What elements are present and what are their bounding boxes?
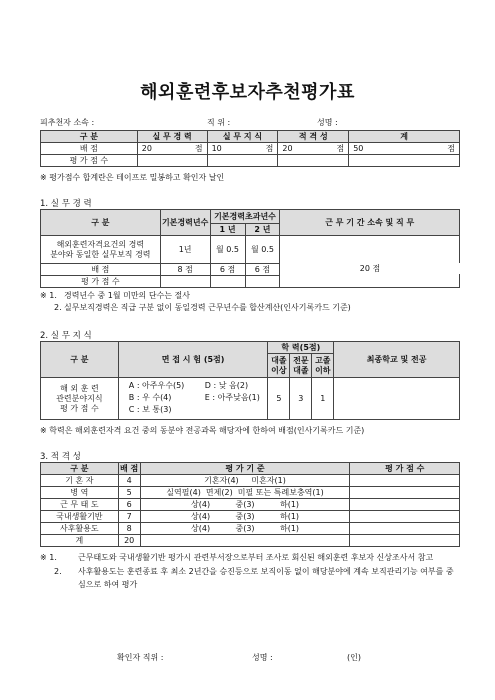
knowledge-table [40,341,460,420]
summary-header-experience: 실 무 경 력 [137,131,207,143]
suit-row-score[interactable] [350,499,460,511]
know-school-field[interactable] [334,378,460,420]
exp-header-category: 구 분 [41,210,161,236]
section1-title: 1. 실 무 경 력 [40,199,92,209]
suit-row-alloc: 8 [118,523,140,535]
suit-row-alloc: 6 [118,499,140,511]
know-edu-score-high: 1 [312,378,334,420]
suit-total-alloc: 20 [118,535,140,547]
summary-score-suitability[interactable] [278,155,349,167]
exp-alloc-over-2: 6 점 [245,264,280,276]
know-header-category: 구 분 [41,342,119,378]
suit-row-alloc: 5 [118,487,140,499]
know-header-edu-junior: 전문 대졸 [290,354,312,378]
exp-header-over: 기본경력초과년수 [210,210,280,224]
suit-total-label: 계 [41,535,119,547]
summary-score-knowledge[interactable] [207,155,278,167]
exp-row-over-2: 월 0.5 [245,236,280,264]
section3-note: ※ 1. 근무태도와 국내생활기반 평가시 관련부서장으로부터 조사로 회신된 해외훈련 후보자 신상조사서 참고 [40,553,434,562]
name-label: 성명 : [317,118,338,127]
summary-header-total: 계 [349,131,460,143]
summary-allocation-knowledge: 10 점 [207,143,278,155]
suitability-table [40,462,460,547]
exp-header-over-2: 2 년 [245,224,280,236]
experience-table [40,209,460,288]
grade-d: D : 낮 음(2) [204,380,249,390]
exp-row-label: 해외훈련자격요건의 경력 분야와 동일한 실무보직 경력 [41,236,161,264]
section2-note: ※ 학력은 해외훈련자격 요건 중의 동분야 전공과목 해당자에 한하여 배점(인사기록카드 기준) [40,426,365,435]
exp-alloc-over-1: 6 점 [210,264,245,276]
suit-header-category: 구 분 [41,463,119,475]
exp-score-over-2[interactable] [245,276,280,288]
affiliation-label: 피추천자 소속 : [40,118,95,127]
suit-row-label: 병 역 [41,487,119,499]
suit-row-criteria: 상(4) 중(3) 하(1) [140,511,350,523]
know-edu-score-college: 5 [268,378,290,420]
suit-row-label: 근 무 태 도 [41,499,119,511]
suit-row-label: 국내생활기반 [41,511,119,523]
know-header-school: 최종학교 및 전공 [334,342,460,378]
suit-row-criteria: 상(4) 중(3) 하(1) [140,499,350,511]
suit-row-label: 기 혼 자 [41,475,119,487]
exp-header-base: 기본경력년수 [160,210,210,236]
suit-header-alloc: 배 점 [120,463,139,473]
section1-notes [40,290,460,315]
suit-header-score: 평 가 점 수 [350,463,460,475]
suit-row-score[interactable] [350,487,460,499]
suit-row-criteria: 상(4) 중(3) 하(1) [140,523,350,535]
summary-allocation-experience: 20 점 [137,143,207,155]
position-label: 직 위 : [207,118,231,127]
summary-header-category: 구 분 [41,131,138,143]
exp-header-period: 근 무 기 간 소속 및 직 무 [280,210,460,236]
suit-row-score[interactable] [350,475,460,487]
exp-alloc-total: 20 점 [280,263,460,274]
suit-total-score[interactable] [350,535,460,547]
exp-score-base[interactable] [160,276,210,288]
grade-b: B : 우 수(4) [128,392,172,402]
summary-table [40,130,460,167]
exp-row-over-1: 월 0.5 [210,236,245,264]
seal-mark: (인) [347,653,361,662]
section3-title: 3. 적 격 성 [40,452,81,462]
exp-alloc-base: 8 점 [160,264,210,276]
summary-header-knowledge: 실 무 지 식 [207,131,278,143]
suit-total-criteria [140,535,350,547]
exp-score-over-1[interactable] [210,276,245,288]
suit-row-alloc: 4 [118,475,140,487]
summary-allocation-label: 배 점 [41,143,138,155]
suit-header-criteria: 평 가 기 준 [140,463,350,475]
grade-c: C : 보 통(3) [128,404,172,414]
exp-score-label: 평 가 점 수 [41,276,161,288]
know-row-label: 해 외 훈 련 관련분야지식 평 가 점 수 [41,378,119,420]
exp-period-field[interactable] [280,236,460,288]
summary-allocation-suitability: 20 점 [278,143,349,155]
exp-row-base: 1년 [160,236,210,264]
know-edu-score-junior: 3 [290,378,312,420]
know-header-education: 학 력(5점) [268,342,334,354]
summary-score-total[interactable] [349,155,460,167]
summary-score-experience[interactable] [137,155,207,167]
exp-alloc-label: 배 점 [41,264,161,276]
suit-row-alloc: 7 [118,511,140,523]
exp-header-over-1: 1 년 [210,224,245,236]
suit-row-criteria: 실역필(4) 면제(2) 미필 또는 특례보충역(1) [140,487,350,499]
page-title: 해외훈련후보자추천평가표 [140,82,355,103]
summary-score-label: 평 가 점 수 [41,155,138,167]
suit-row-score[interactable] [350,523,460,535]
section2-title: 2. 실 무 지 식 [40,331,92,341]
know-header-edu-high: 고졸 이하 [312,354,334,378]
section1-note: 2. 실무보직경력은 직급 구분 없이 동일경력 근무년수를 합산계산(인사기록카드 기준) [54,303,351,313]
know-grade-scale [118,378,268,420]
section1-note: ※ 1. 경력년수 중 1월 미만의 단수는 절사 [40,291,190,300]
grade-a: A : 아주우수(5) [128,380,185,390]
summary-note: ※ 평가점수 합계란은 테이프로 밀봉하고 확인자 날인 [40,173,225,182]
summary-header-suitability: 적 격 성 [278,131,349,143]
suit-row-criteria: 기혼자(4) 미혼자(1) [140,475,350,487]
confirmer-position-label: 확인자 직위 : [117,653,164,662]
grade-e: E : 아주낮음(1) [204,392,260,402]
section3-note: 2. 사후활용도는 훈련종료 후 최소 2년간을 승진등으로 보직이동 없이 해당분야에 계속 보직관리기능 여부를 중심으로 하여 평가 [54,567,454,589]
know-header-edu-college: 대졸 이상 [268,354,290,378]
confirmer-name-label: 성명 : [252,653,273,662]
know-header-interview: 면 접 시 험 (5점) [118,342,268,378]
summary-allocation-total: 50 점 [349,143,460,155]
section3-notes [40,552,458,591]
suit-row-score[interactable] [350,511,460,523]
suit-row-label: 사후활용도 [41,523,119,535]
